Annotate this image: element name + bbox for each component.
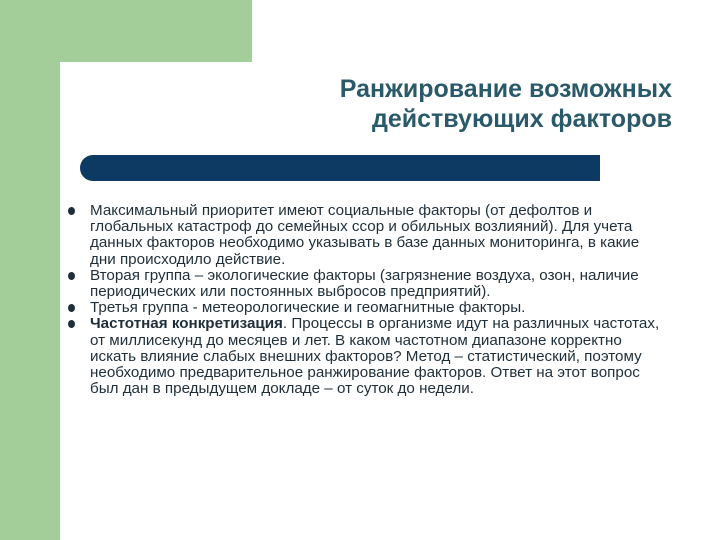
decor-green-left: [0, 0, 60, 540]
bullet-item-4: [68, 316, 668, 397]
bullet-icon: [68, 272, 75, 280]
slide-title: [152, 74, 672, 134]
bullet-item-3: [68, 300, 668, 316]
bullet-list: [68, 203, 668, 397]
bullet-text: Вторая группа – экологические факторы (загрязнение воздуха, озон, наличие периодических или постоянных выбросов предприятий).: [90, 266, 639, 301]
title-underline-bar: [80, 155, 600, 181]
title-line-1: Ранжирование возможных: [339, 75, 672, 103]
bullet-icon: [68, 320, 75, 328]
bullet-text: Максимальный приоритет имеют социальные факторы (от дефолтов и глобальных катастроф до семейных ссор и обильных возлияний). Для учета данных факторов необходимо указывать в базе данных мониторинга, в какие дни происходило действие.: [90, 202, 640, 268]
bullet-text: Третья группа - метеорологические и геомагнитные факторы.: [90, 299, 526, 317]
bullet-text: . Процессы в организме идут на различных частотах, от миллисекунд до месяцев и лет. В каком частотном диапазоне корректно искать влияние слабых внешних факторов? Метод – статистический, поэтому необходимо предварительное ранжирование факторов. Ответ на этот вопрос был дан в предыдущем докладе – от суток до недели.: [90, 315, 660, 398]
bullet-item-2: [68, 268, 668, 300]
bullet-bold-text: Частотная конкретизация: [90, 315, 283, 333]
bullet-list-container: [68, 203, 668, 397]
title-line-2: действующих факторов: [372, 105, 672, 133]
bullet-item-1: [68, 203, 668, 268]
bullet-icon: [68, 207, 75, 215]
bullet-icon: [68, 304, 75, 312]
